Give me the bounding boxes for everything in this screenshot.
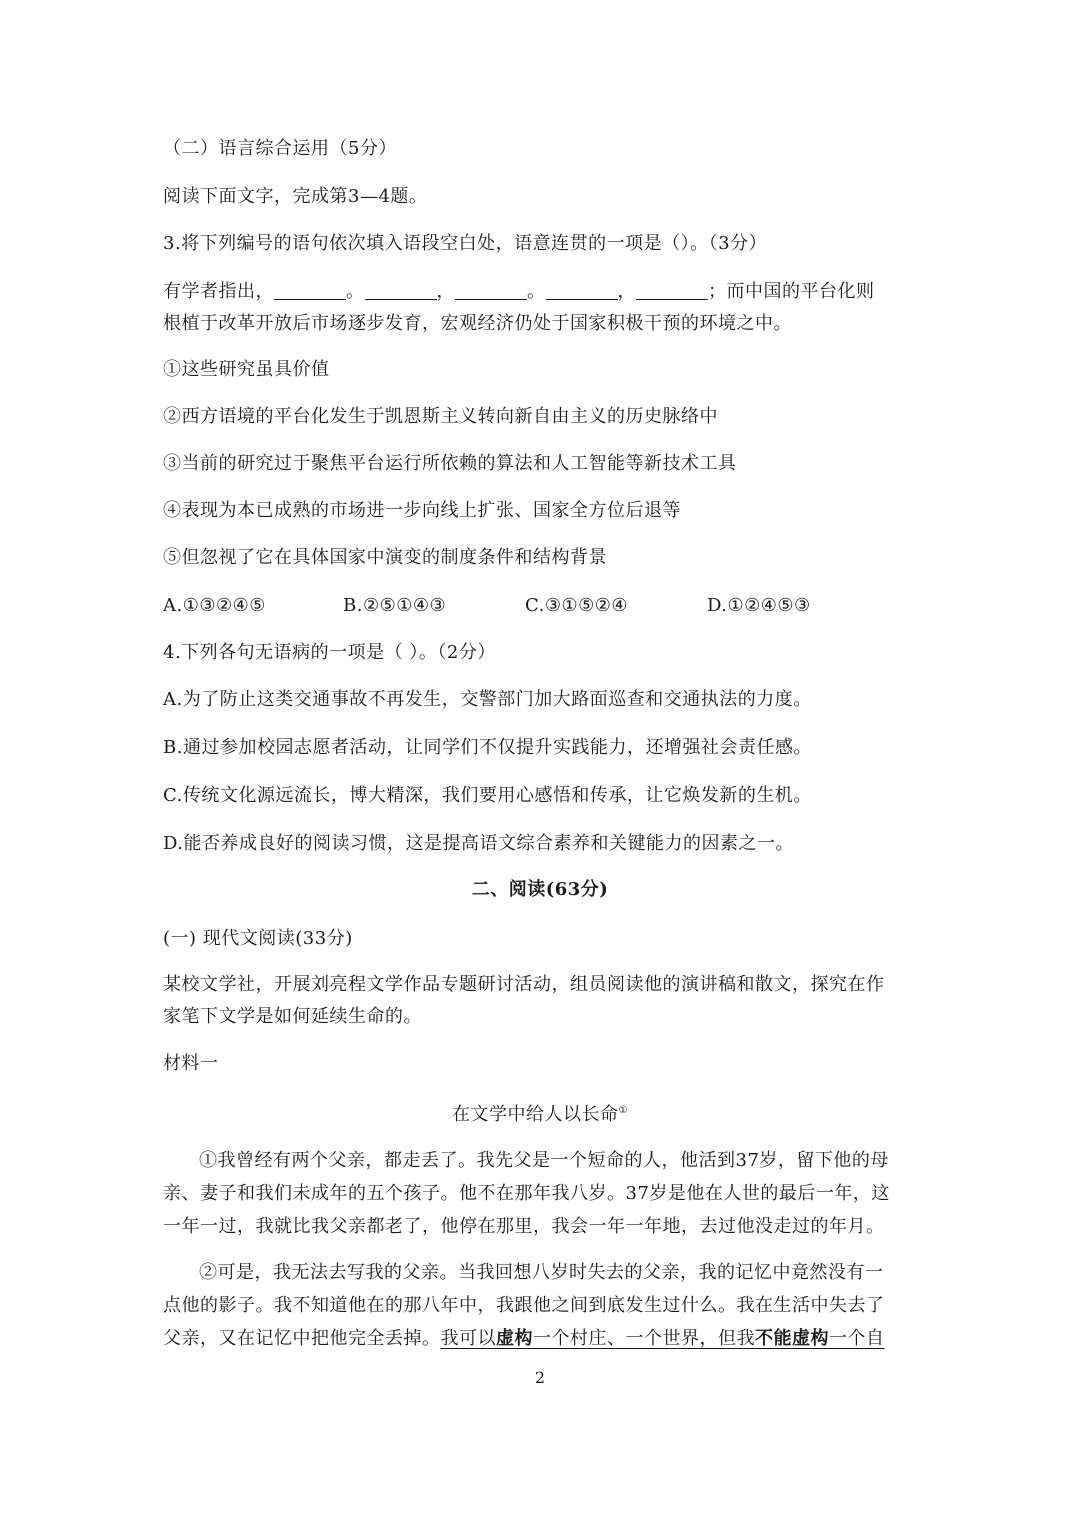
sentence-item-1: ①这些研究虽具价值: [163, 359, 330, 380]
question-3-options: [163, 593, 811, 619]
passage-sep: 。: [346, 281, 365, 302]
paragraph-1-line-2: 亲、妻子和我们未成年的五个孩子。他不在那年我八岁。37岁是他在人世的最后一年，这: [163, 1183, 890, 1204]
question-3-stem: 3.将下列编号的语句依次填入语段空白处，语意连贯的一项是（）。（3分）: [163, 233, 768, 254]
paragraph-2-line-1: ②可是，我无法去写我的父亲。当我回想八岁时失去的父亲，我的记忆中竟然没有一: [199, 1262, 884, 1283]
page-number: 2: [534, 1368, 546, 1387]
passage-text: ；而中国的平台化则: [708, 281, 875, 302]
blank-1[interactable]: [274, 281, 346, 300]
paragraph-2-line-3: [163, 1326, 885, 1352]
sentence-item-4: ④表现为本已成熟的市场进一步向线上扩张、国家全方位后退等: [163, 500, 681, 521]
material-label: 材料一: [163, 1053, 219, 1074]
option-b[interactable]: B.②⑤①④③: [343, 595, 447, 616]
article-title-text: 在文学中给人以长命: [452, 1104, 619, 1125]
blank-3[interactable]: [455, 281, 527, 300]
blank-2[interactable]: [365, 281, 437, 300]
intro-line-2: 家笔下文学是如何延续生命的。: [163, 1006, 422, 1027]
para-text: 父亲，又在记忆中把他完全丢掉。: [163, 1328, 441, 1349]
question-4-option-c[interactable]: C.传统文化源远流长，博大精深，我们要用心感悟和传承，让它焕发新的生机。: [163, 785, 812, 806]
section-heading: （二）语言综合运用（5分）: [163, 138, 397, 159]
blank-4[interactable]: [546, 281, 618, 300]
blank-5[interactable]: [636, 281, 708, 300]
subsection-heading: (一) 现代文阅读(33分): [163, 928, 353, 949]
option-c[interactable]: C.③①⑤②④: [525, 595, 629, 616]
question-4-option-d[interactable]: D.能否养成良好的阅读习惯，这是提高语文综合素养和关键能力的因素之一。: [163, 833, 795, 854]
footnote-mark: ①: [618, 1105, 628, 1116]
question-3-passage-line2: 根植于改革开放后市场逐步发育，宏观经济仍处于国家积极干预的环境之中。: [163, 313, 792, 334]
paragraph-1-line-1: ①我曾经有两个父亲，都走丢了。我先父是一个短命的人，他活到37岁，留下他的母: [199, 1150, 889, 1171]
sentence-item-2: ②西方语境的平台化发生于凯恩斯主义转向新自由主义的历史脉络中: [163, 406, 718, 427]
part-title: 二、阅读(63分): [471, 879, 609, 900]
passage-sep: ，: [436, 281, 455, 302]
question-4-option-a[interactable]: A.为了防止这类交通事故不再发生，交警部门加大路面巡查和交通执法的力度。: [163, 689, 812, 710]
intro-line-1: 某校文学社，开展刘亮程文学作品专题研讨活动，组员阅读他的演讲稿和散文，探究在作: [163, 974, 885, 995]
article-title: [0, 1098, 1080, 1128]
passage-sep: 。: [527, 281, 546, 302]
sentence-item-3: ③当前的研究过于聚焦平台运行所依赖的算法和人工智能等新技术工具: [163, 453, 737, 474]
underlined-text: 我可以虚构一个村庄、一个世界，但我不能虚构一个自: [440, 1328, 885, 1349]
passage-sep: ，: [617, 281, 636, 302]
question-3-passage-line1: [163, 279, 875, 305]
question-4-option-b[interactable]: B.通过参加校园志愿者活动，让同学们不仅提升实践能力，还增强社会责任感。: [163, 737, 812, 758]
instruction-line: 阅读下面文字，完成第3—4题。: [163, 186, 428, 207]
sentence-item-5: ⑤但忽视了它在具体国家中演变的制度条件和结构背景: [163, 547, 607, 568]
paragraph-2-line-2: 点他的影子。我不知道他在的那八年中，我跟他之间到底发生过什么。我在生活中失去了: [163, 1295, 885, 1316]
option-a[interactable]: A.①③②④⑤: [163, 595, 266, 616]
option-d[interactable]: D.①②④⑤③: [707, 595, 811, 616]
paragraph-1-line-3: 一年一过，我就比我父亲都老了，他停在那里，我会一年一年地，去过他没走过的年月。: [163, 1216, 885, 1237]
question-4-stem: 4.下列各句无语病的一项是（ ）。（2分）: [163, 642, 496, 663]
passage-text: 有学者指出，: [163, 281, 274, 302]
